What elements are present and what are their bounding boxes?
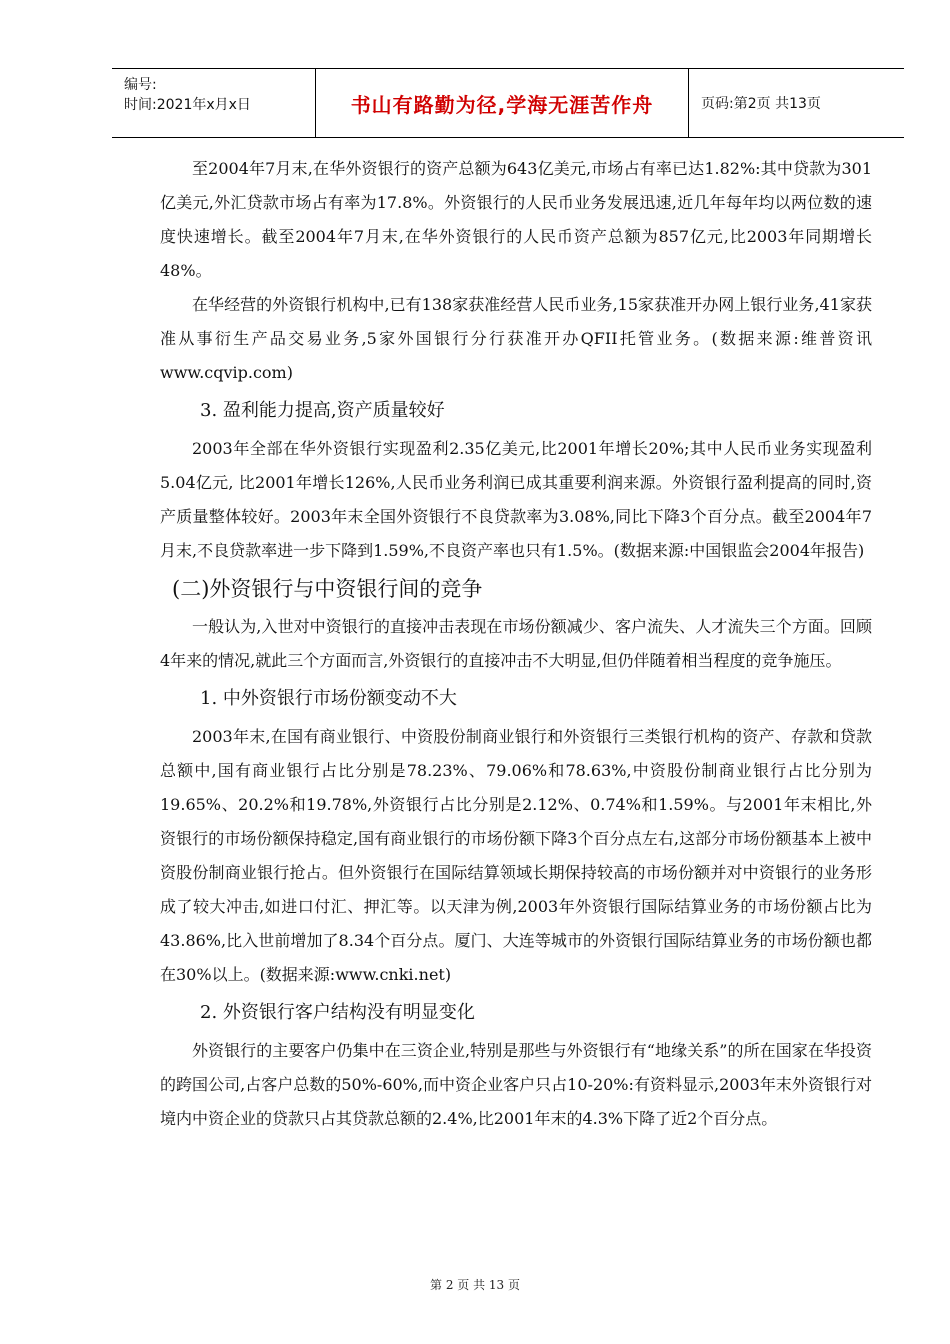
header-motto: 书山有路勤为径,学海无涯苦作舟: [315, 69, 689, 137]
page-footer: 第 2 页 共 13 页: [430, 1278, 520, 1292]
header-meta: [112, 69, 315, 137]
section-heading: (二)外资银行与中资银行间的竞争: [172, 577, 483, 601]
paragraph: 在华经营的外资银行机构中,已有138家获准经营人民币业务,15家获准开办网上银行业务,41家获准从事衍生产品交易业务,5家外国银行分行获准开办QFII托管业务。(数据来源:维普资讯www.cqvip.com): [160, 295, 872, 382]
paragraph: 外资银行的主要客户仍集中在三资企业,特别是那些与外资银行有“地缘关系”的所在国家在华投资的跨国公司,占客户总数的50%-60%,而中资企业客户只占10-20%:有资料显示,2003年末外资银行对境内中资企业的贷款只占其贷款总额的2.4%,比2001年末的4.3%下降了近2个百分点。: [160, 1041, 872, 1128]
paragraph: 至2004年7月末,在华外资银行的资产总额为643亿美元,市场占有率已达1.82%:其中贷款为301亿美元,外汇贷款市场占有率为17.8%。外资银行的人民币业务发展迅速,近几年每年均以两位数的速度快速增长。截至2004年7月末,在华外资银行的人民币资产总额为857亿元,比2003年同期增长48%。: [160, 159, 872, 280]
document-body: [160, 152, 872, 1136]
subsection-heading: 2. 外资银行客户结构没有明显变化: [200, 1002, 475, 1023]
document-number: 编号:: [124, 77, 157, 93]
document-date: 时间:2021年x月x日: [124, 97, 251, 113]
page-header: [112, 68, 904, 138]
paragraph: 2003年全部在华外资银行实现盈利2.35亿美元,比2001年增长20%;其中人民币业务实现盈利5.04亿元, 比2001年增长126%,人民币业务利润已成其重要利润来源。外资银行盈利提高的同时,资产质量整体较好。2003年末全国外资银行不良贷款率为3.08%,同比下降3个百分点。截至2004年7月末,不良贷款率进一步下降到1.59%,不良资产率也只有1.5%。(数据来源:中国银监会2004年报告): [160, 439, 872, 560]
paragraph: 2003年末,在国有商业银行、中资股份制商业银行和外资银行三类银行机构的资产、存款和贷款总额中,国有商业银行占比分别是78.23%、79.06%和78.63%,中资股份制商业银行占比分别为19.65%、20.2%和19.78%,外资银行占比分别是2.12%、0.74%和1.59%。与2001年末相比,外资银行的市场份额保持稳定,国有商业银行的市场份额下降3个百分点左右,这部分市场份额基本上被中资股份制商业银行抢占。但外资银行在国际结算领域长期保持较高的市场份额并对中资银行的业务形成了较大冲击,如进口付汇、押汇等。以天津为例,2003年外资银行国际结算业务的市场份额占比为43.86%,比入世前增加了8.34个百分点。厦门、大连等城市的外资银行国际结算业务的市场份额也都在30%以上。(数据来源:www.cnki.net): [160, 727, 872, 984]
subsection-heading: 3. 盈利能力提高,资产质量较好: [200, 400, 445, 421]
header-page-number: 页码:第2页 共13页: [701, 96, 821, 112]
subsection-heading: 1. 中外资银行市场份额变动不大: [200, 688, 457, 709]
paragraph: 一般认为,入世对中资银行的直接冲击表现在市场份额减少、客户流失、人才流失三个方面。回顾4年来的情况,就此三个方面而言,外资银行的直接冲击不大明显,但仍伴随着相当程度的竞争施压。: [160, 617, 872, 670]
